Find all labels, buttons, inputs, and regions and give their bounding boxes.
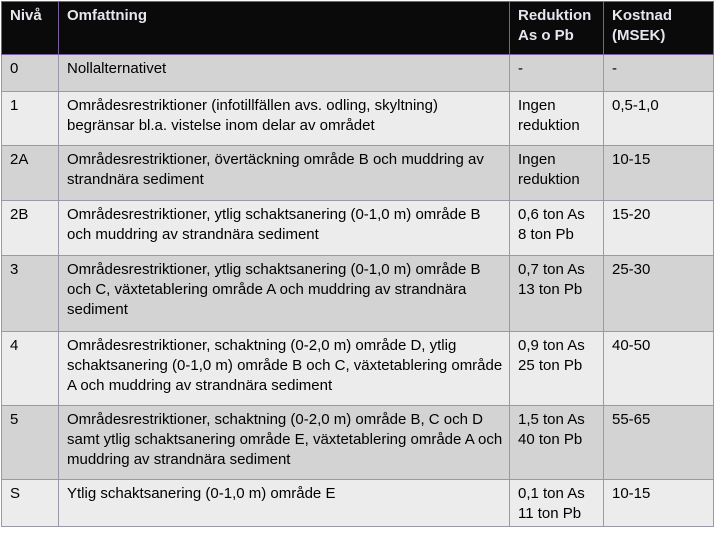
cell-scope: Områdesrestriktioner, schaktning (0-2,0 m) område B, C och D samt ytlig schaktsanering område E, växtetablering område A och muddring av strandnära sediment <box>59 406 510 480</box>
cell-scope: Områdesrestriktioner, ytlig schaktsanering (0-1,0 m) område B och C, växtetablering område A och muddring av strandnära sediment <box>59 256 510 332</box>
cell-level: 2A <box>2 146 59 201</box>
header-cost: Kostnad (MSEK) <box>604 2 714 55</box>
cell-cost: 10-15 <box>604 146 714 201</box>
cell-cost: 40-50 <box>604 332 714 406</box>
cell-reduction: 0,1 ton As 11 ton Pb <box>510 480 604 527</box>
cell-cost: 10-15 <box>604 480 714 527</box>
cell-scope: Ytlig schaktsanering (0-1,0 m) område E <box>59 480 510 527</box>
header-level: Nivå <box>2 2 59 55</box>
cell-scope: Områdesrestriktioner, schaktning (0-2,0 m) område D, ytlig schaktsanering (0-1,0 m) område B och C, växtetablering område A och muddring av strandnära sediment <box>59 332 510 406</box>
cell-level: 0 <box>2 55 59 92</box>
table-row <box>2 406 714 480</box>
header-row <box>2 2 714 55</box>
table-row <box>2 201 714 256</box>
header-reduction: Reduktion As o Pb <box>510 2 604 55</box>
cell-level: S <box>2 480 59 527</box>
cell-scope: Områdesrestriktioner, ytlig schaktsanering (0-1,0 m) område B och muddring av strandnära sediment <box>59 201 510 256</box>
cell-cost: 0,5-1,0 <box>604 92 714 146</box>
cell-scope: Områdesrestriktioner (infotillfällen avs. odling, skyltning) begränsar bl.a. vistelse inom delar av området <box>59 92 510 146</box>
table-row <box>2 55 714 92</box>
cell-reduction: 1,5 ton As 40 ton Pb <box>510 406 604 480</box>
table-row <box>2 332 714 406</box>
table-row <box>2 480 714 527</box>
cell-scope: Nollalternativet <box>59 55 510 92</box>
cell-level: 1 <box>2 92 59 146</box>
header-scope: Omfattning <box>59 2 510 55</box>
cell-scope: Områdesrestriktioner, övertäckning område B och muddring av strandnära sediment <box>59 146 510 201</box>
cell-cost: 55-65 <box>604 406 714 480</box>
cell-level: 4 <box>2 332 59 406</box>
cell-reduction: 0,6 ton As 8 ton Pb <box>510 201 604 256</box>
table-row <box>2 92 714 146</box>
cell-reduction: - <box>510 55 604 92</box>
cell-reduction: 0,7 ton As 13 ton Pb <box>510 256 604 332</box>
remediation-levels-table <box>1 1 714 527</box>
table-row <box>2 256 714 332</box>
cell-cost: 15-20 <box>604 201 714 256</box>
cell-reduction: 0,9 ton As 25 ton Pb <box>510 332 604 406</box>
cell-cost: 25-30 <box>604 256 714 332</box>
cell-level: 5 <box>2 406 59 480</box>
table-row <box>2 146 714 201</box>
cell-level: 3 <box>2 256 59 332</box>
cell-cost: - <box>604 55 714 92</box>
cell-reduction: Ingen reduktion <box>510 146 604 201</box>
cell-reduction: Ingen reduktion <box>510 92 604 146</box>
cell-level: 2B <box>2 201 59 256</box>
